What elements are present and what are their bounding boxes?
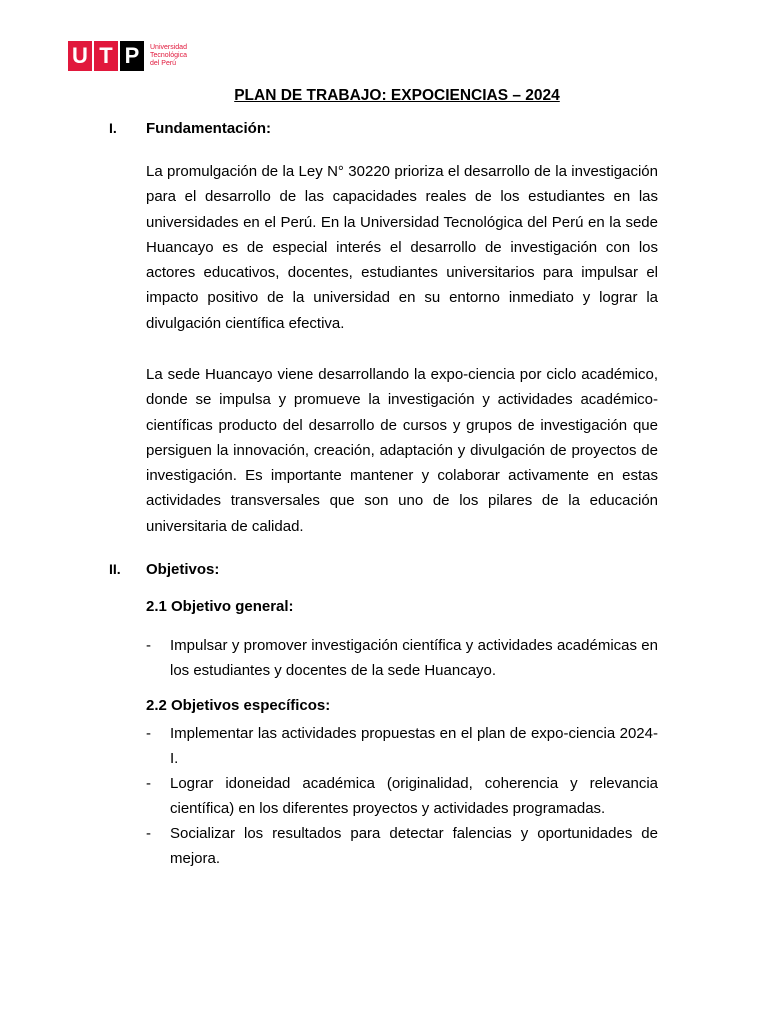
- list-item: [146, 721, 658, 771]
- list-item-text: Lograr idoneidad académica (originalidad, coherencia y relevancia científica) en los diferentes proyectos y actividades programadas.: [170, 775, 658, 817]
- list-item: [146, 633, 658, 683]
- list-item: [146, 771, 658, 821]
- section-1-numeral: I.: [109, 120, 117, 136]
- logo-letter-t: T: [94, 41, 118, 71]
- bullet-dash: -: [146, 775, 151, 792]
- section-1-heading: Fundamentación:: [146, 120, 272, 137]
- logo-subtitle-line: Universidad: [150, 44, 187, 51]
- section-2-heading: Objetivos:: [146, 561, 220, 578]
- bullet-dash: -: [146, 825, 151, 842]
- logo-letter-u: U: [68, 41, 92, 71]
- bullet-dash: -: [146, 725, 151, 742]
- logo-subtitle-line: del Perú: [150, 60, 177, 67]
- utp-logo: [68, 41, 200, 71]
- list-item-text: Socializar los resultados para detectar falencias y oportunidades de mejora.: [170, 825, 658, 867]
- document-title: PLAN DE TRABAJO: EXPOCIENCIAS – 2024: [234, 87, 560, 104]
- list-item-text: Impulsar y promover investigación científica y actividades académicas en los estudiantes y docentes de la sede Huancayo.: [170, 637, 658, 679]
- bullet-dash: -: [146, 637, 151, 654]
- objective-general-heading: 2.1 Objetivo general:: [146, 598, 294, 615]
- logo-subtitle-line: Tecnológica: [150, 52, 187, 59]
- section-2-numeral: II.: [109, 561, 121, 577]
- list-item-text: Implementar las actividades propuestas en el plan de expo-ciencia 2024-I.: [170, 725, 658, 767]
- section-1-paragraph-1: La promulgación de la Ley N° 30220 prioriza el desarrollo de la investigación para el desarrollo de las capacidades reales de los estudiantes en las universidades en el Perú. En la Universidad Tecnológica del Perú en la sede Huancayo es de especial interés el desarrollo de investigación con los actores educativos, docentes, estudiantes universitarios para impulsar el impacto positivo de la universidad en su entorno inmediato y lograr la divulgación científica efectiva.: [146, 163, 658, 332]
- list-item: [146, 821, 658, 871]
- logo-letter-p: P: [120, 41, 144, 71]
- logo-subtitle: [150, 44, 200, 68]
- objective-specific-heading: 2.2 Objetivos específicos:: [146, 697, 331, 714]
- section-1-paragraph-2: La sede Huancayo viene desarrollando la expo-ciencia por ciclo académico, donde se impulsa y promueve la investigación y actividades académico-científicas producto del desarrollo de cursos y grupos de investigación que persiguen la innovación, creación, adaptación y divulgación de proyectos de investigación. Es importante mantener y colaborar activamente en estas actividades transversales que son uno de los pilares de la educación universitaria de calidad.: [146, 366, 658, 535]
